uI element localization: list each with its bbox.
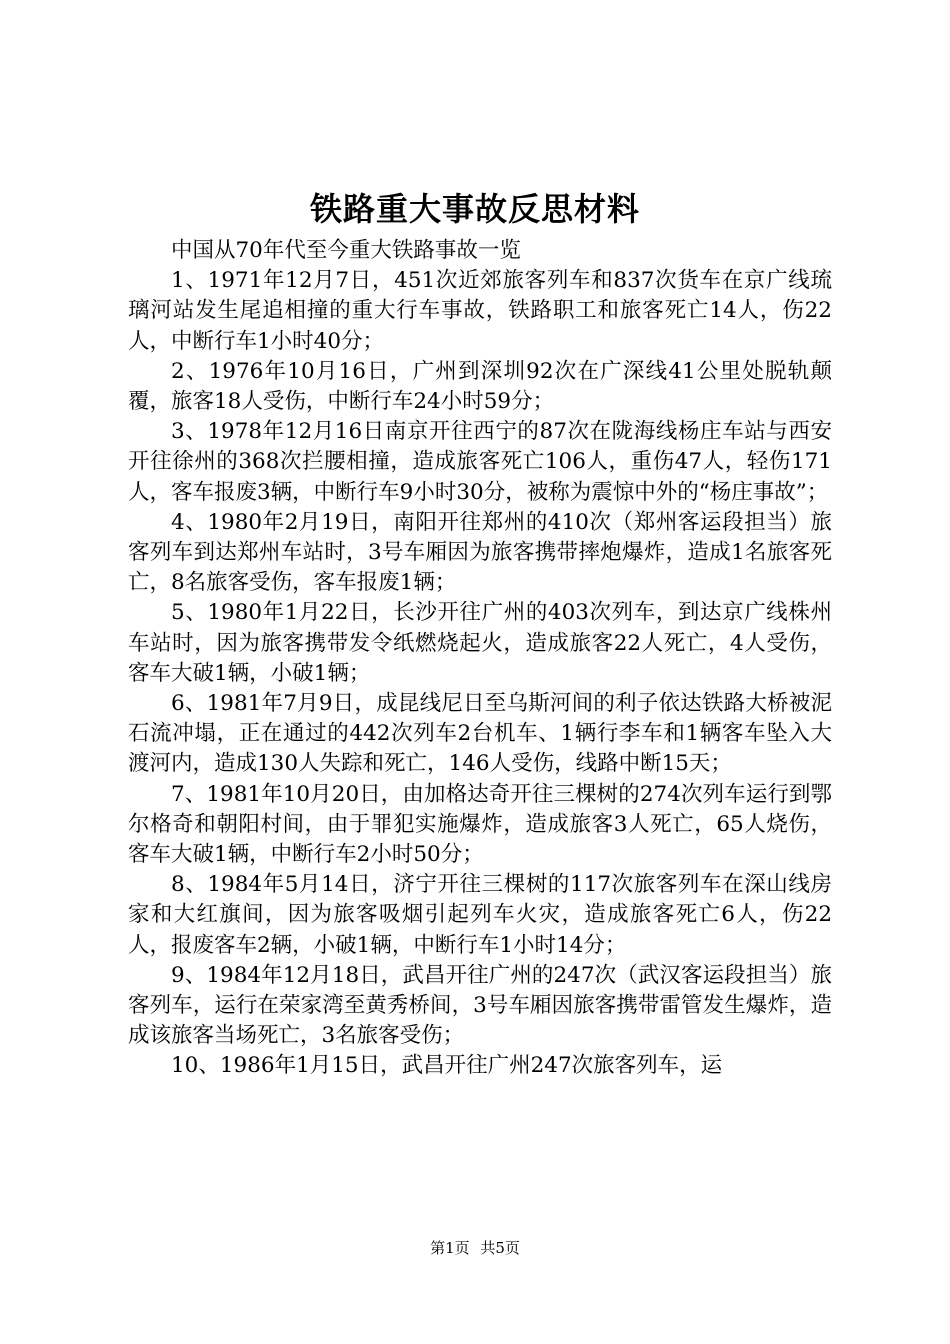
page-number: 第1页 (430, 1239, 470, 1257)
document-title: 铁路重大事故反思材料 (309, 190, 640, 228)
paragraph-item-3: 3、1978年12月16日南京开往西宁的87次在陇海线杨庄车站与西安开往徐州的368次拦腰相撞，造成旅客死亡106人，重伤47人，轻伤171人，客车报废3辆，中断行车9小时30分，被称为震惊中外的“杨庄事故”； (128, 419, 832, 505)
document-body (128, 236, 832, 1082)
page-footer (0, 1238, 950, 1258)
paragraph-item-1: 1、1971年12月7日，451次近郊旅客列车和837次货车在京广线琉璃河站发生尾追相撞的重大行车事故，铁路职工和旅客死亡14人，伤22人，中断行车1小时40分； (128, 268, 832, 354)
paragraph-item-6: 6、1981年7月9日，成昆线尼日至乌斯河间的利子依达铁路大桥被泥石流冲塌，正在通过的442次列车2台机车、1辆行李车和1辆客车坠入大渡河内，造成130人失踪和死亡，146人受伤，线路中断15天； (128, 691, 832, 777)
paragraph-intro: 中国从70年代至今重大铁路事故一览 (171, 238, 521, 263)
paragraph-item-4: 4、1980年2月19日，南阳开往郑州的410次（郑州客运段担当）旅客列车到达郑州车站时，3号车厢因为旅客携带摔炮爆炸，造成1名旅客死亡，8名旅客受伤，客车报废1辆； (128, 509, 832, 596)
paragraph-item-9: 9、1984年12月18日，武昌开往广州的247次（武汉客运段担当）旅客列车，运行在荣家湾至黄秀桥间，3号车厢因旅客携带雷管发生爆炸，造成该旅客当场死亡，3名旅客受伤； (128, 962, 832, 1049)
page-total: 共5页 (480, 1239, 520, 1257)
paragraph-item-8: 8、1984年5月14日，济宁开往三棵树的117次旅客列车在深山线房家和大红旗间，因为旅客吸烟引起列车火灾，造成旅客死亡6人，伤22人，报废客车2辆，小破1辆，中断行车1小时14分； (128, 872, 832, 958)
paragraph-item-7: 7、1981年10月20日，由加格达奇开往三棵树的274次列车运行到鄂尔格奇和朝阳村间，由于罪犯实施爆炸，造成旅客3人死亡，65人烧伤，客车大破1辆，中断行车2小时50分； (128, 781, 832, 868)
paragraph-item-2: 2、1976年10月16日，广州到深圳92次在广深线41公里处脱轨颠覆，旅客18人受伤，中断行车24小时59分； (128, 358, 832, 415)
paragraph-item-10: 10、1986年1月15日，武昌开往广州247次旅客列车，运 (171, 1053, 723, 1079)
paragraph-item-5: 5、1980年1月22日，长沙开往广州的403次列车，到达京广线株州车站时，因为旅客携带发令纸燃烧起火，造成旅客22人死亡，4人受伤，客车大破1辆，小破1辆； (128, 600, 832, 686)
